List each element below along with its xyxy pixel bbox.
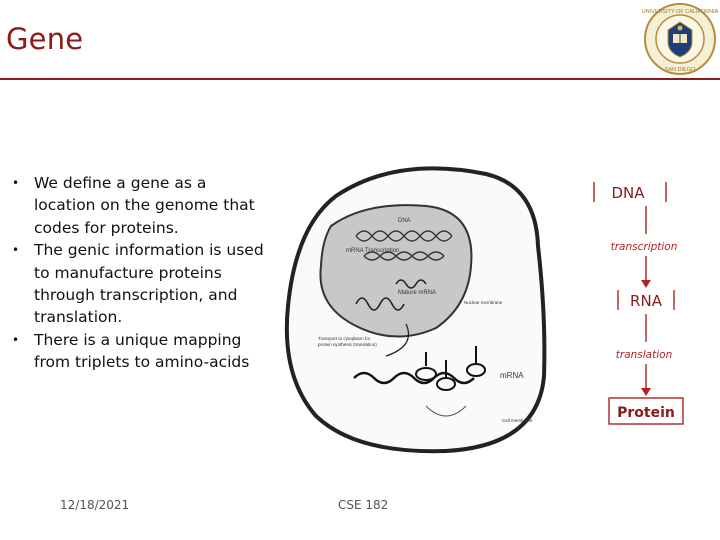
footer-date: 12/18/2021 [60,498,130,512]
label-cell-membrane: Cell membrane [502,418,533,423]
label-mrna-transcription: mRNA Transcription [346,248,400,254]
flow-transcription: transcription [610,241,678,253]
label-transport-1: Transport to cytoplasm for [318,336,371,341]
footer-course: CSE 182 [338,498,389,512]
flow-dna: DNA [611,184,645,202]
flow-rna: RNA [630,292,662,310]
bullet-item: • The genic information is used to manufacture proteins through transcription, and translation. [12,239,268,329]
flow-protein: Protein [617,405,675,421]
label-dna: DNA [398,218,411,224]
central-dogma-flow [594,182,683,424]
svg-text:UNIVERSITY OF CALIFORNIA: UNIVERSITY OF CALIFORNIA [642,9,718,15]
svg-text:SAN DIEGO: SAN DIEGO [664,67,696,73]
university-seal-logo [642,2,718,76]
flow-translation: translation [615,349,673,361]
slide-title: Gene [6,22,84,56]
title-divider [0,78,720,80]
label-transport-2: protein synthesis (translation) [318,342,377,347]
label-nuclear-membrane: Nuclear membrane [464,300,503,305]
label-mature-mrna: Mature mRNA [398,290,437,296]
gene-expression-figure [276,156,702,466]
nucleus-outline [320,205,471,336]
bullet-item: • There is a unique mapping from triplets to amino-acids [12,329,268,374]
label-mrna: mRNA [500,371,524,380]
bullet-list [12,172,268,374]
bullet-item: • We define a gene as a location on the genome that codes for proteins. [12,172,268,239]
